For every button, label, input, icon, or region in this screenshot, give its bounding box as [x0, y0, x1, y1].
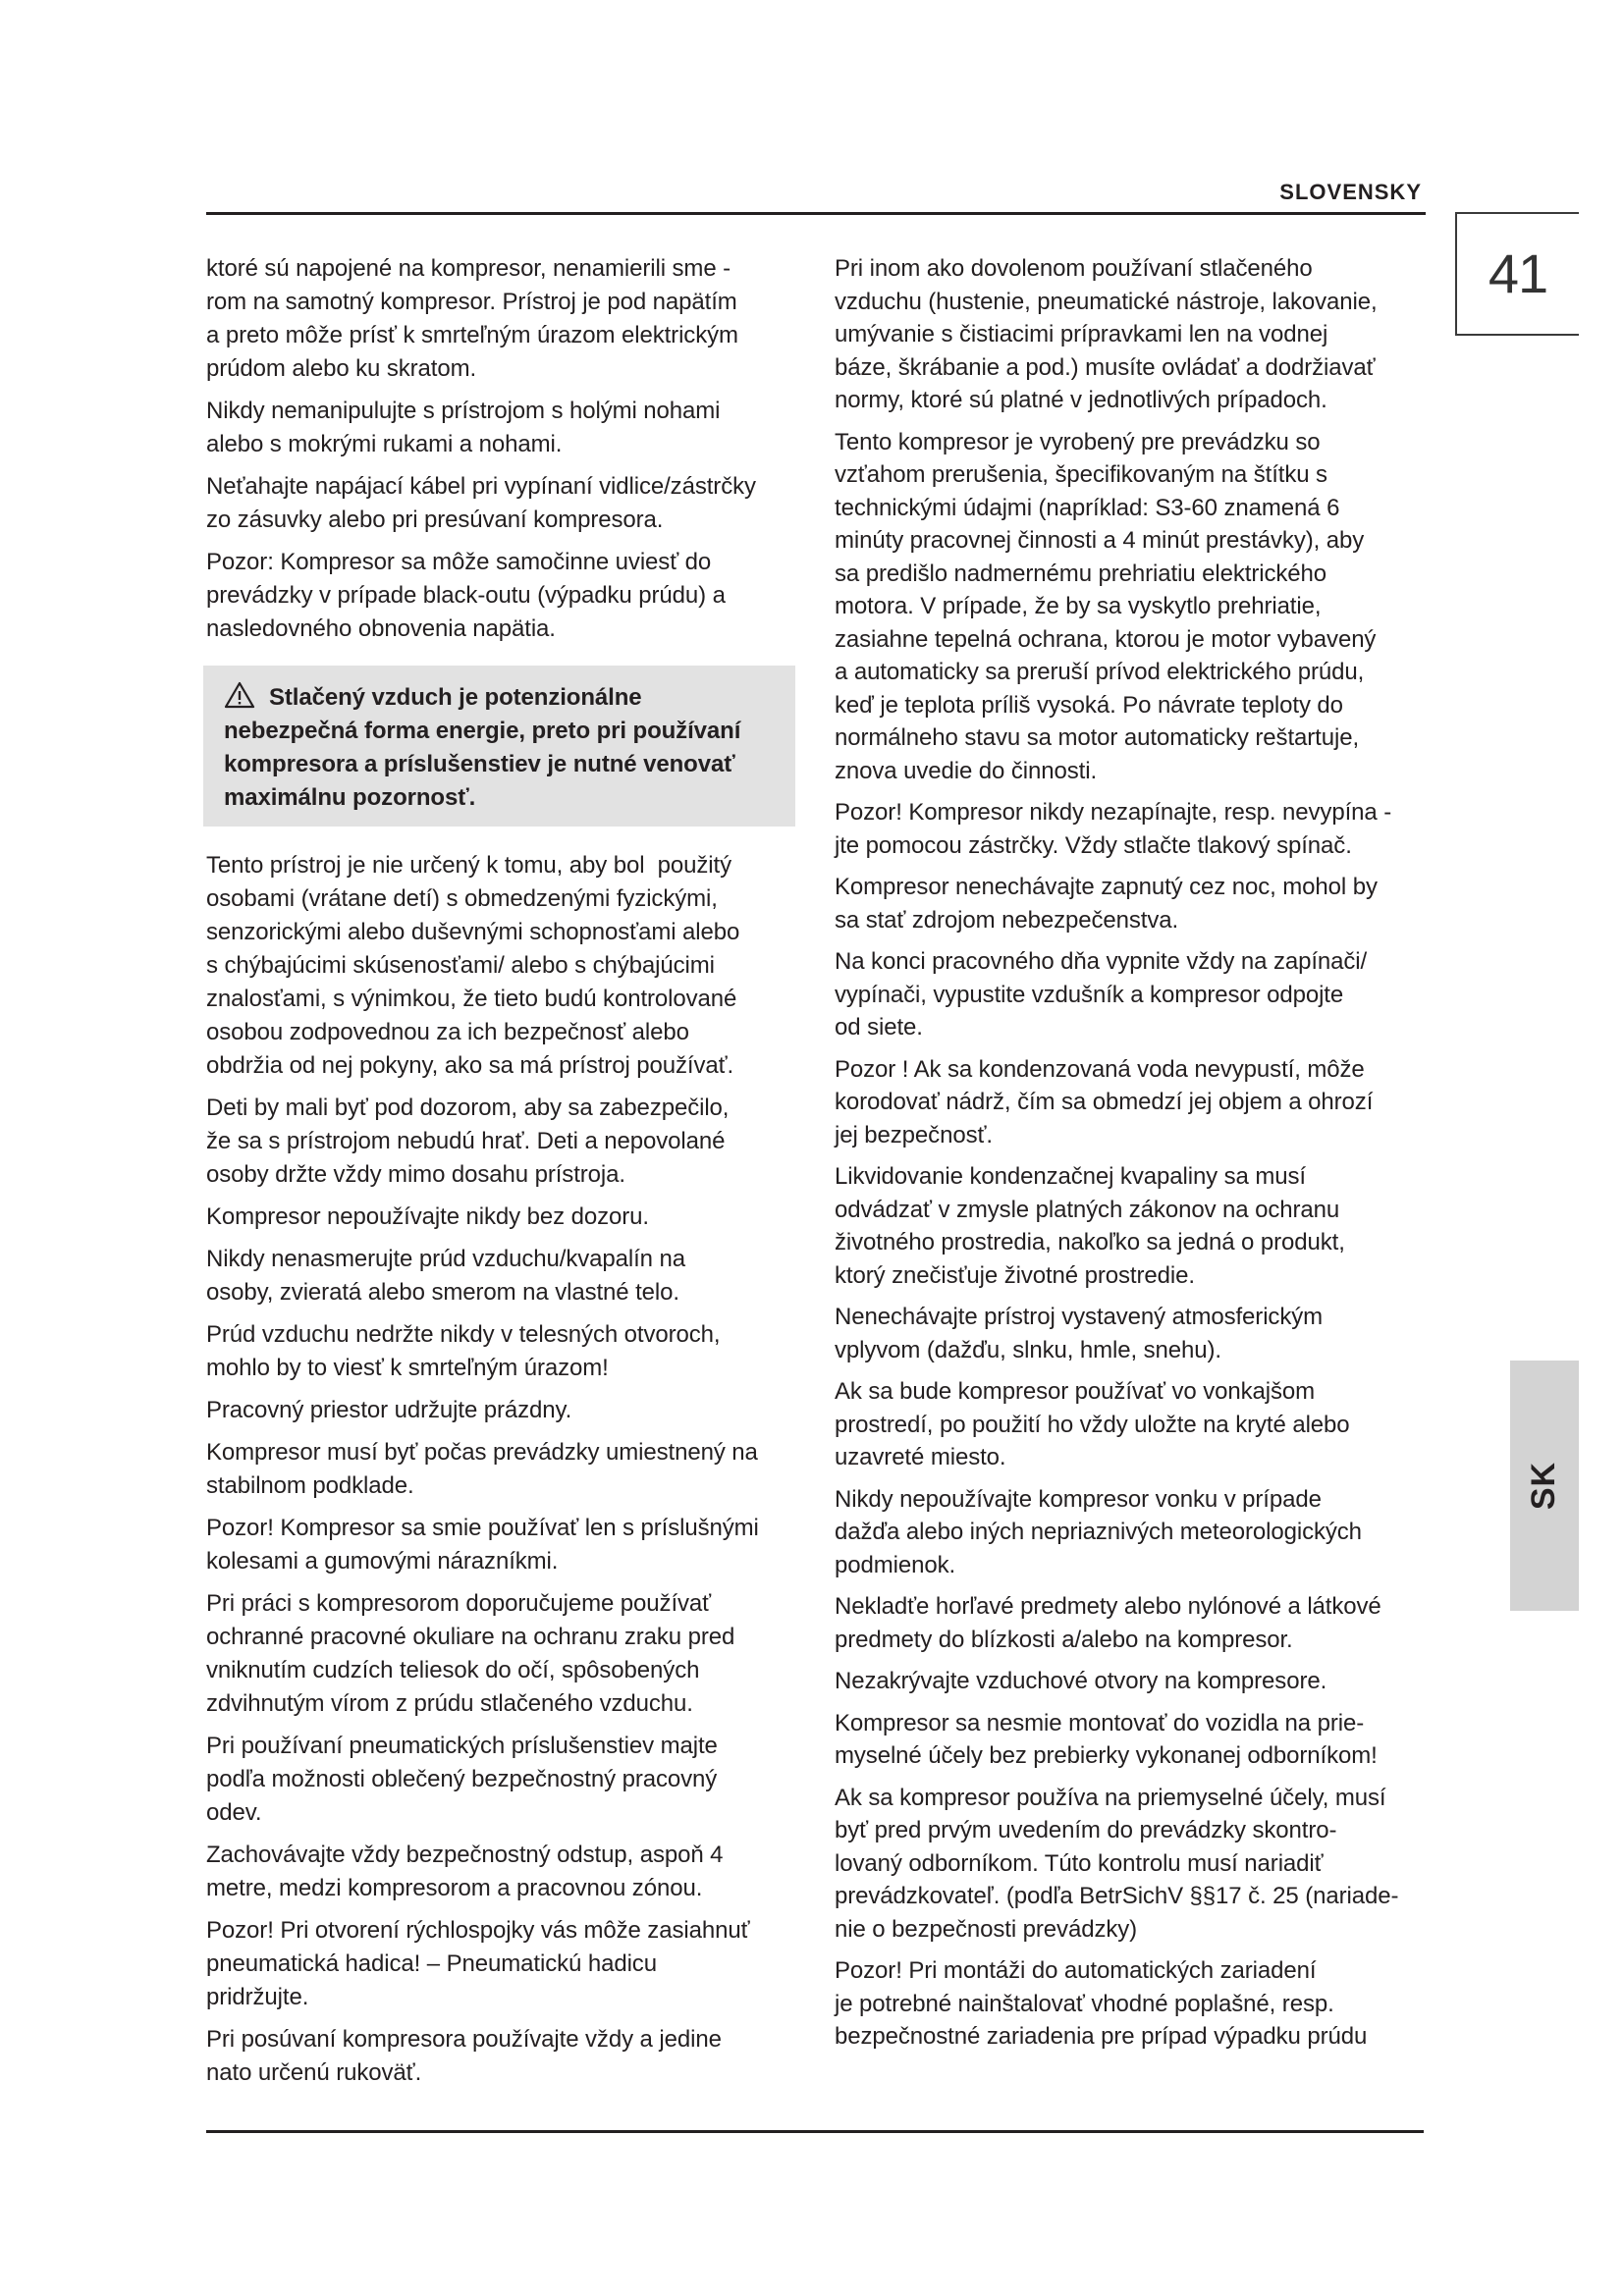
text-line [206, 1436, 795, 1469]
text-line-content: sa stať zdrojom nebezpečenstva. [835, 906, 1179, 934]
text-line-content: Prúd vzduchu nedržte nikdy v telesných otvoroch, [206, 1321, 721, 1348]
paragraph [835, 1301, 1428, 1366]
paragraph [206, 1587, 795, 1721]
text-line [206, 1948, 795, 1981]
text-line [835, 590, 1428, 623]
paragraph [835, 1782, 1428, 1947]
text-line-content: kompresora a príslušenstiev je nutné venovať [224, 751, 735, 777]
text-line-content: nasledovného obnovenia napätia. [206, 615, 556, 642]
paragraph [206, 2023, 795, 2090]
text-line [835, 524, 1428, 558]
text-line-content: senzorickými alebo duševnými schopnosťami alebo [206, 919, 740, 945]
paragraph [835, 1375, 1428, 1474]
text-line-content: Pri práci s kompresorom doporučujeme používať [206, 1590, 712, 1617]
text-line [835, 1160, 1428, 1194]
text-line-content: Pri používaní pneumatických príslušenstiev majte [206, 1733, 718, 1759]
paragraph [206, 1436, 795, 1503]
text-line-content: myselné účely bez prebierky vykonanej odborníkom! [835, 1742, 1378, 1769]
text-line [835, 1739, 1428, 1773]
text-line [206, 1469, 795, 1503]
paragraph [835, 871, 1428, 936]
text-line-content: alebo s mokrými rukami a nohami. [206, 431, 563, 457]
text-line [835, 1301, 1428, 1334]
text-line [206, 949, 795, 983]
text-line [835, 623, 1428, 657]
text-line-content: Pozor! Pri otvorení rýchlospojky vás môže zasiahnuť [206, 1917, 750, 1944]
text-line [206, 1587, 795, 1621]
left-column [206, 252, 795, 2099]
text-line [206, 1092, 795, 1125]
paragraph [835, 945, 1428, 1044]
text-line-content: motora. V prípade, že by sa vyskytlo prehriatie, [835, 593, 1322, 619]
paragraph [835, 1483, 1428, 1582]
text-line-content: mohlo by to viesť k smrteľným úrazom! [206, 1355, 609, 1381]
text-line [835, 1194, 1428, 1227]
warning-triangle-icon [224, 681, 255, 709]
page-number-box [1455, 212, 1579, 336]
text-line [835, 1375, 1428, 1409]
text-line [835, 1441, 1428, 1474]
paragraph [206, 1201, 795, 1234]
text-line [206, 428, 795, 461]
text-line-content: vniknutím cudzích teliesok do očí, spôsobených [206, 1657, 700, 1683]
text-line-content: prevádzky v prípade black-outu (výpadku prúdu) a [206, 582, 726, 609]
text-line [835, 871, 1428, 904]
text-line [835, 1624, 1428, 1657]
text-line [835, 1954, 1428, 1988]
text-line [206, 1512, 795, 1545]
text-line [206, 1158, 795, 1192]
text-line [206, 395, 795, 428]
text-line [206, 352, 795, 386]
text-line [206, 546, 795, 579]
text-line-content: Pozor! Kompresor nikdy nezapínajte, resp. nevypína - [835, 799, 1392, 826]
language-tab [1510, 1361, 1579, 1611]
text-line-content: keď je teplota príliš vysoká. Po návrate teploty do [835, 691, 1343, 719]
text-line [835, 426, 1428, 459]
text-line-content: znova uvedie do činnosti. [835, 757, 1098, 784]
right-column [835, 252, 1428, 2062]
text-line-content: jej bezpečnosť. [835, 1121, 993, 1148]
text-line [206, 1796, 795, 1830]
paragraph [206, 849, 795, 1083]
text-line [835, 1814, 1428, 1847]
text-line [835, 492, 1428, 525]
text-line [206, 1352, 795, 1385]
text-line [835, 945, 1428, 979]
text-line-content: stabilnom podklade. [206, 1472, 414, 1499]
text-line-content: vzduchu (hustenie, pneumatické nástroje, lakovanie, [835, 288, 1378, 315]
page-number: 41 [1488, 242, 1548, 304]
text-line [835, 1516, 1428, 1549]
text-line-content: uzavreté miesto. [835, 1444, 1006, 1470]
text-line-content: normy, ktoré sú platné v jednotlivých prípadoch. [835, 387, 1327, 413]
text-line-content: bezpečnostné zariadenia pre prípad výpadku prúdu [835, 2023, 1368, 2050]
text-line-content: Pozor ! Ak sa kondenzovaná voda nevypustí, môže [835, 1055, 1365, 1083]
text-line [206, 1049, 795, 1083]
text-line [835, 1707, 1428, 1740]
text-line-content: vzťahom prerušenia, špecifikovaným na štítku s [835, 461, 1327, 488]
text-line-content: predmety do blízkosti a/alebo na kompresor. [835, 1626, 1293, 1653]
text-line [835, 1988, 1428, 2021]
text-line-content: Ak sa kompresor používa na priemyselné účely, musí [835, 1784, 1386, 1811]
text-line [206, 613, 795, 646]
text-line-content: a preto môže prísť k smrteľným úrazom elektrickým [206, 322, 738, 348]
text-line-content: odev. [206, 1799, 262, 1826]
text-line-content: dažďa alebo iných nepriaznivých meteorologických [835, 1519, 1362, 1545]
text-line-content: Tento kompresor je vyrobený pre prevádzku so [835, 428, 1321, 455]
text-line-content: nato určenú rukoväť. [206, 2059, 422, 2086]
text-line [835, 1259, 1428, 1293]
text-line [835, 979, 1428, 1012]
text-line-content: Nikdy nemanipulujte s prístrojom s holými nohami [206, 398, 721, 424]
text-line [835, 796, 1428, 829]
text-line [835, 1409, 1428, 1442]
text-line [835, 1847, 1428, 1881]
text-line [206, 579, 795, 613]
text-line [206, 983, 795, 1016]
text-line-content: obdržia od nej pokyny, ako sa má prístroj používať. [206, 1052, 734, 1079]
text-line [224, 781, 785, 815]
text-line-content: Ak sa bude kompresor používať vo vonkajšom [835, 1378, 1316, 1405]
text-line [835, 384, 1428, 417]
text-line [206, 2023, 795, 2056]
text-line [835, 1053, 1428, 1087]
text-line-content: odvádzať v zmysle platných zákonov na ochranu [835, 1196, 1340, 1223]
text-line [206, 1394, 795, 1427]
text-line [206, 1914, 795, 1948]
text-line-content: umývanie s čistiacimi prípravkami len na vodnej [835, 321, 1328, 347]
paragraph [206, 1318, 795, 1385]
text-line [206, 1201, 795, 1234]
paragraph [206, 395, 795, 461]
text-line-content: nie o bezpečnosti prevádzky) [835, 1915, 1138, 1943]
text-line-content: sa predišlo nadmernému prehriatiu elektrického [835, 560, 1326, 587]
text-line-content: jte pomocou zástrčky. Vždy stlačte tlakový spínač. [835, 831, 1352, 859]
text-line [206, 1763, 795, 1796]
text-line [206, 1687, 795, 1721]
text-line [206, 1839, 795, 1872]
language-tab-label: SK [1525, 1461, 1563, 1511]
text-line-content: zdvihnutým vírom z prúdu stlačeného vzduchu. [206, 1690, 693, 1717]
text-line-content: kolesami a gumovými nárazníkmi. [206, 1548, 559, 1575]
text-line [835, 689, 1428, 722]
paragraph [835, 1954, 1428, 2054]
paragraph [835, 1053, 1428, 1152]
text-line-content: že sa s prístrojom nebudú hrať. Deti a nepovolané [206, 1128, 726, 1154]
text-line-content: znalosťami, s výnimkou, že tieto budú kontrolované [206, 986, 737, 1012]
text-line-content: Tento prístroj je nie určený k tomu, aby bol použitý [206, 852, 731, 879]
text-line [206, 882, 795, 916]
text-line-content: Kompresor sa nesmie montovať do vozidla na prie- [835, 1709, 1365, 1736]
text-line-content: s chýbajúcimi skúsenosťami/ alebo s chýbajúcimi [206, 952, 715, 979]
paragraph [835, 1590, 1428, 1656]
text-line-content: a automaticky sa preruší prívod elektrického prúdu, [835, 659, 1365, 685]
text-line [224, 681, 785, 715]
text-line-content: lovaný odborníkom. Túto kontrolu musí nariadiť [835, 1849, 1324, 1877]
paragraph [835, 1160, 1428, 1292]
paragraph [206, 1914, 795, 2014]
text-line-content: ktoré sú napojené na kompresor, nenamierili sme - [206, 255, 731, 282]
text-line-content: ktorý znečisťuje životné prostredie. [835, 1261, 1195, 1289]
language-label: SLOVENSKY [1279, 180, 1422, 204]
text-line [835, 1880, 1428, 1913]
text-line [835, 1665, 1428, 1698]
text-line [206, 1318, 795, 1352]
text-line [835, 558, 1428, 591]
text-line-content: pneumatická hadica! – Pneumatickú hadicu [206, 1950, 657, 1977]
text-line-content: osobami (vrátane detí) s obmedzenými fyzickými, [206, 885, 718, 912]
text-line [835, 252, 1428, 286]
text-line-content: metre, medzi kompresorom a pracovnou zónou. [206, 1875, 703, 1901]
paragraph [835, 1707, 1428, 1773]
text-line-content: životného prostredia, nakoľko sa jedná o produkt, [835, 1229, 1345, 1255]
text-line [835, 1334, 1428, 1367]
text-line-content: prevádzkovateľ. (podľa BetrSichV §§17 č. 25 (nariade- [835, 1883, 1399, 1909]
text-line [835, 829, 1428, 863]
text-line [206, 1654, 795, 1687]
text-line [835, 1226, 1428, 1259]
text-line-content: zo zásuvky alebo pri presúvaní kompresora. [206, 507, 664, 533]
text-line [206, 1545, 795, 1578]
paragraph [835, 252, 1428, 417]
text-line [835, 755, 1428, 788]
text-line-content: Kompresor nenechávajte zapnutý cez noc, mohol by [835, 874, 1378, 900]
paragraph [206, 1243, 795, 1309]
text-line-content: Pozor: Kompresor sa môže samočinne uviesť do [206, 549, 712, 575]
text-line-content: prostredí, po použití ho vždy uložte na kryté alebo [835, 1411, 1350, 1438]
text-line-content: Pozor! Pri montáži do automatických zariadení [835, 1957, 1317, 1984]
text-line-content: byť pred prvým uvedením do prevádzky skontro- [835, 1817, 1337, 1843]
text-line [835, 904, 1428, 937]
text-line [224, 748, 785, 781]
text-line-content: podmienok. [835, 1551, 956, 1578]
text-line-content: Nekladťe horľavé predmety alebo nylónové a látkové [835, 1593, 1381, 1620]
text-line [835, 318, 1428, 351]
text-line [835, 1549, 1428, 1582]
text-line-content: vplyvom (dažďu, slnku, hmle, snehu). [835, 1336, 1221, 1363]
text-line-content: ochranné pracovné okuliare na ochranu zraku pred [206, 1624, 735, 1650]
text-line [835, 458, 1428, 492]
text-line-content: Pri inom ako dovolenom používaní stlačeného [835, 255, 1313, 282]
text-line [835, 1590, 1428, 1624]
text-line-content: Pozor! Kompresor sa smie používať len s príslušnými [206, 1515, 759, 1541]
text-line-content: prúdom alebo ku skratom. [206, 355, 477, 382]
text-line-content: zasiahne tepelná ochrana, ktorou je motor vybavený [835, 625, 1377, 653]
text-line [835, 351, 1428, 385]
text-line-content: Deti by mali byť pod dozorom, aby sa zabezpečilo, [206, 1095, 730, 1121]
text-line [206, 504, 795, 537]
text-line-content: vypínači, vypustite vzdušník a kompresor odpojte [835, 981, 1344, 1008]
text-line [206, 1981, 795, 2014]
text-line [206, 319, 795, 352]
text-line-content: Nenechávajte prístroj vystavený atmosferickým [835, 1304, 1324, 1330]
text-line-content: osoby držte vždy mimo dosahu prístroja. [206, 1161, 625, 1188]
text-line-content: korodovať nádrž, čím sa obmedzí jej objem a ohrozí [835, 1089, 1374, 1115]
text-line-content: Stlačený vzduch je potenzionálne [269, 684, 642, 711]
text-line [206, 1730, 795, 1763]
text-line [206, 470, 795, 504]
paragraph [206, 1512, 795, 1578]
text-line-content: Neťahajte napájací kábel pri vypínaní vidlice/zástrčky [206, 473, 756, 500]
text-line [206, 849, 795, 882]
text-line-content: nebezpečná forma energie, preto pri používaní [224, 718, 741, 744]
text-line-content: Zachovávajte vždy bezpečnostný odstup, aspoň 4 [206, 1842, 724, 1868]
text-line [206, 252, 795, 286]
text-line-content: báze, škrábanie a pod.) musíte ovládať a dodržiavať [835, 353, 1376, 381]
text-line-content: Nezakrývajte vzduchové otvory na kompresore. [835, 1668, 1327, 1694]
text-line [206, 286, 795, 319]
text-line [206, 1872, 795, 1905]
text-line [835, 1011, 1428, 1044]
text-line-content: Kompresor nepoužívajte nikdy bez dozoru. [206, 1203, 649, 1230]
text-line-content: je potrebné nainštalovať vhodné poplašné, resp. [835, 1990, 1334, 2017]
text-line-content: Nikdy nepoužívajte kompresor vonku v prípade [835, 1485, 1322, 1513]
text-line-content: rom na samotný kompresor. Prístroj je pod napätím [206, 289, 737, 315]
text-line [835, 656, 1428, 689]
paragraph [206, 252, 795, 386]
text-line-content: podľa možnosti oblečený bezpečnostný pracovný [206, 1766, 718, 1792]
paragraph [206, 470, 795, 537]
text-line-content: Likvidovanie kondenzačnej kvapaliny sa musí [835, 1163, 1306, 1190]
paragraph [206, 1839, 795, 1905]
header-divider [206, 212, 1426, 215]
text-line [206, 916, 795, 949]
text-line [835, 721, 1428, 755]
text-line [206, 1243, 795, 1276]
paragraph [206, 1730, 795, 1830]
text-line-content: technickými údajmi (napríklad: S3-60 znamená 6 [835, 494, 1340, 521]
text-line-content: Pri posúvaní kompresora používajte vždy a jedine [206, 2026, 722, 2053]
text-line-content: normálneho stavu sa motor automaticky reštartuje, [835, 724, 1360, 751]
text-line-content: osobou zodpovednou za ich bezpečnosť alebo [206, 1019, 689, 1045]
text-line [206, 2056, 795, 2090]
paragraph [206, 1092, 795, 1192]
text-line [835, 1119, 1428, 1152]
paragraph [835, 1665, 1428, 1698]
text-line-content: pridržujte. [206, 1984, 309, 2010]
footer-divider [206, 2130, 1424, 2133]
paragraph [206, 1394, 795, 1427]
paragraph [206, 546, 795, 646]
text-line [835, 1086, 1428, 1119]
text-line-content: minúty pracovnej činnosti a 4 minút prestávky), aby [835, 527, 1365, 554]
text-line-content: Kompresor musí byť počas prevádzky umiestnený na [206, 1439, 758, 1466]
text-line [224, 715, 785, 748]
text-line [835, 1483, 1428, 1517]
text-line [206, 1621, 795, 1654]
text-line [835, 1913, 1428, 1947]
text-line-content: Pracovný priestor udržujte prázdny. [206, 1397, 572, 1423]
text-line-content: od siete. [835, 1014, 923, 1041]
text-line [206, 1016, 795, 1049]
text-line [206, 1276, 795, 1309]
text-line [835, 2020, 1428, 2054]
text-line [206, 1125, 795, 1158]
text-line [835, 286, 1428, 319]
paragraph [835, 426, 1428, 788]
text-line-content: osoby, zvieratá alebo smerom na vlastné telo. [206, 1279, 679, 1306]
text-line-content: Na konci pracovného dňa vypnite vždy na zapínači/ [835, 948, 1368, 975]
warning-box [203, 666, 795, 827]
paragraph [835, 796, 1428, 862]
text-line-content: Nikdy nenasmerujte prúd vzduchu/kvapalín na [206, 1246, 685, 1272]
text-line-content: maximálnu pozornosť. [224, 784, 476, 811]
text-line [835, 1782, 1428, 1815]
